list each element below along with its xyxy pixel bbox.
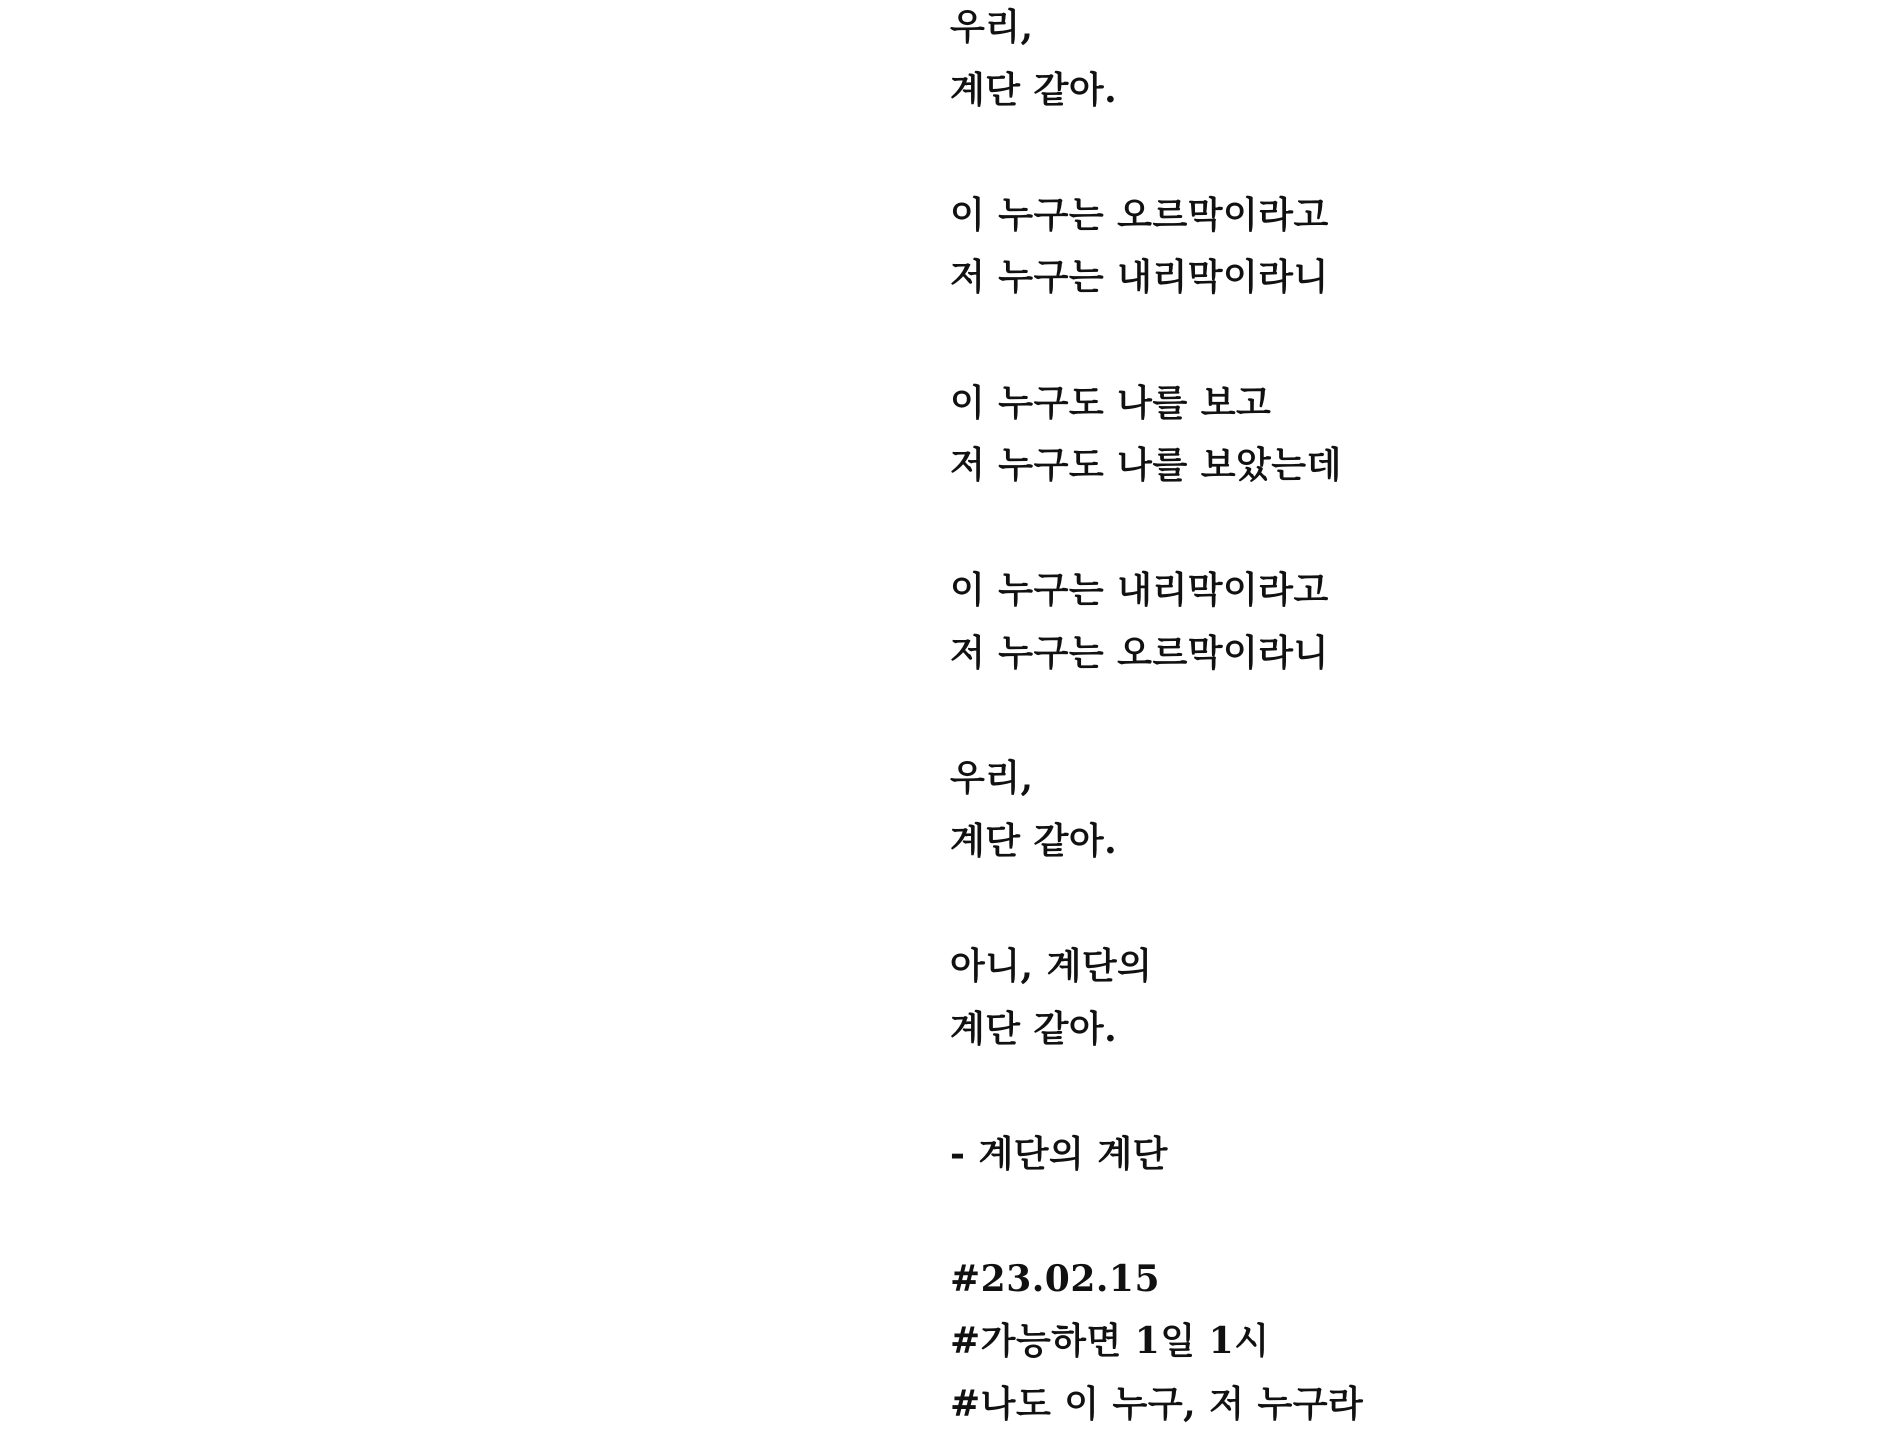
blank-line	[950, 497, 1363, 560]
poem-line: 이 누구도 나를 보고	[950, 381, 1272, 424]
poem-text	[950, 0, 1363, 1436]
poem-line: 계단 같아.	[950, 1007, 1118, 1050]
poem-title: - 계단의 계단	[950, 1132, 1168, 1175]
blank-line	[950, 685, 1363, 748]
hashtag: #23.02.15	[950, 1257, 1161, 1300]
poem-line: 아니, 계단의	[950, 944, 1153, 987]
hashtag: #가능하면 1일 1시	[950, 1320, 1270, 1363]
poem-line: 우리,	[950, 757, 1034, 800]
poem-line: 계단 같아.	[950, 68, 1118, 111]
hashtag: #나도 이 누구, 저 누구라	[950, 1383, 1364, 1426]
blank-line	[950, 872, 1363, 935]
poem-line: 저 누구는 오르막이라니	[950, 631, 1329, 674]
poem-line: 이 누구는 내리막이라고	[950, 569, 1329, 612]
poem-line: 이 누구는 오르막이라고	[950, 193, 1329, 236]
poem-line: 우리,	[950, 6, 1034, 48]
poem-line: 저 누구는 내리막이라니	[950, 256, 1329, 299]
poem-line: 저 누구도 나를 보았는데	[950, 444, 1342, 487]
poem-line: 계단 같아.	[950, 819, 1118, 862]
blank-line	[950, 121, 1363, 184]
blank-line	[950, 1185, 1363, 1248]
blank-line	[950, 309, 1363, 372]
blank-line	[950, 1060, 1363, 1123]
